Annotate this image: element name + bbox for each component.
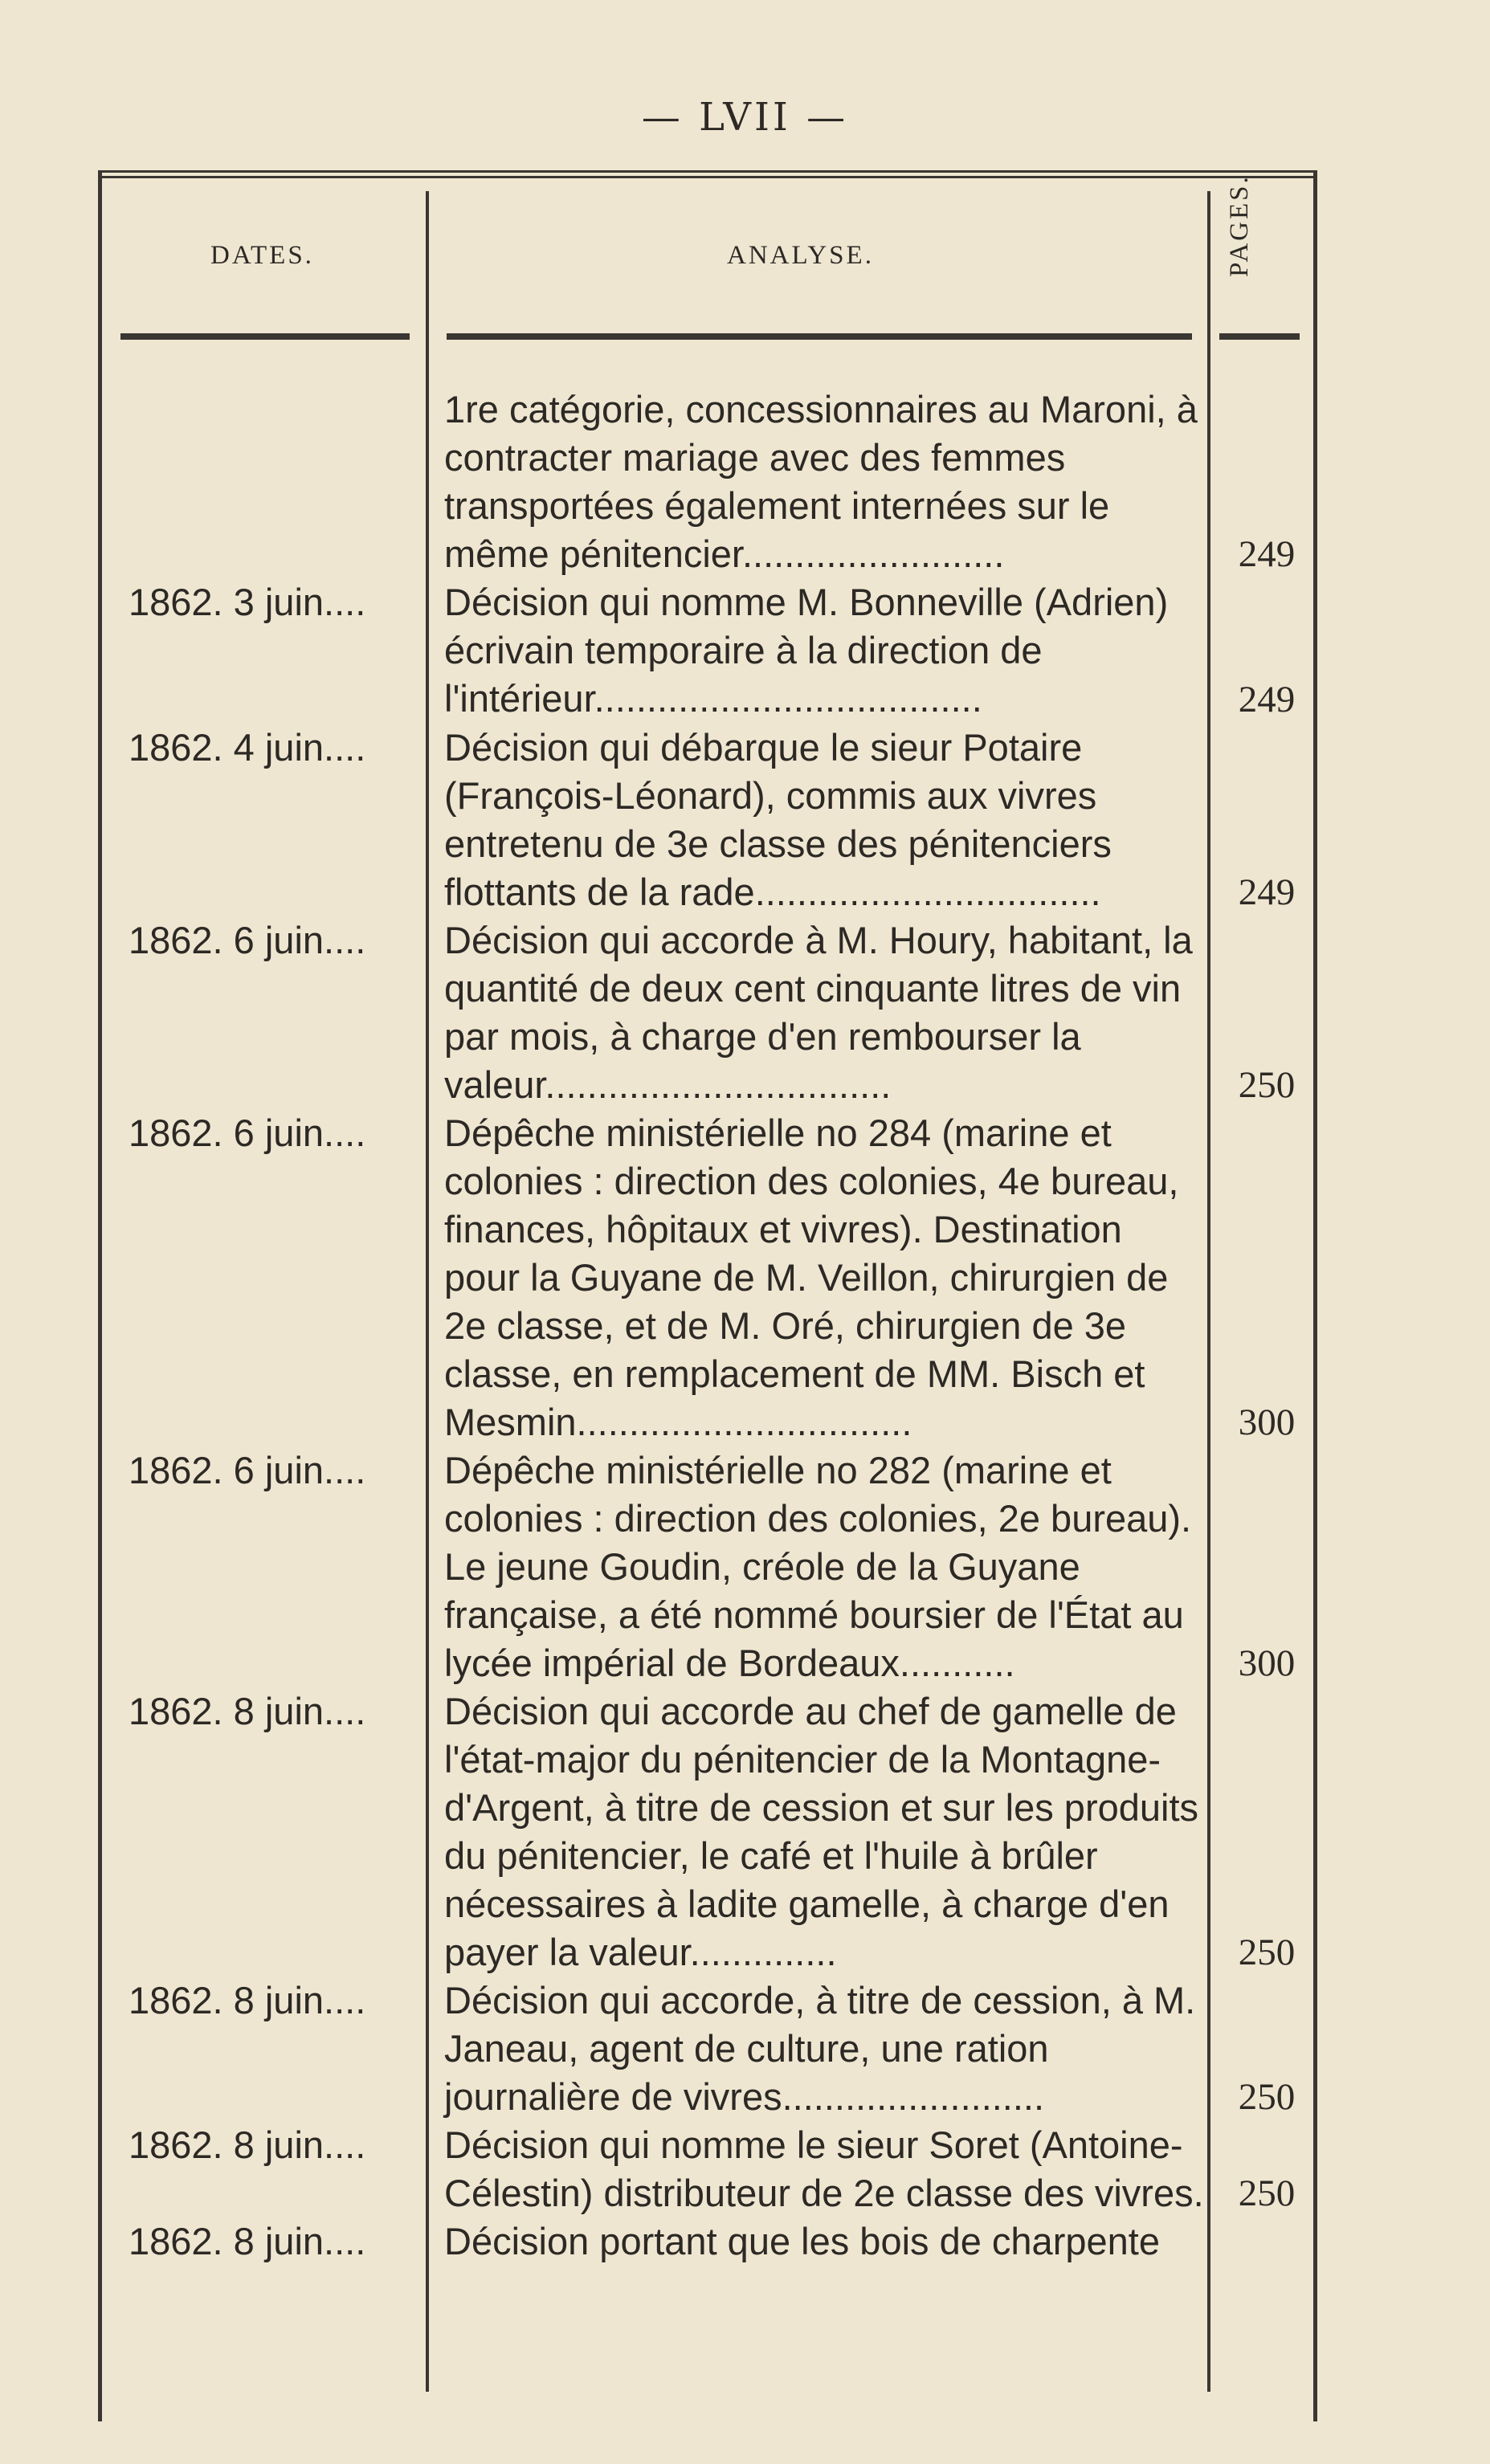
entry-date: 1862. 6 juin.... [129,1449,366,1491]
header-dates: DATES. [210,241,314,270]
entry-page: 250 [1238,1064,1296,1106]
entry-text: Décision qui accorde, à titre de cession, à M. Janeau, agent de culture, une ration journalière de vivres......................... [444,1979,1196,2118]
header-analyse: ANALYSE. [727,241,874,270]
table-row [0,724,1490,916]
entry-page: 249 [1238,533,1296,575]
header-rule-pages [1219,333,1300,340]
entry-date: 1862. 8 juin.... [129,1979,366,2021]
page-folio: — LVII — [641,95,849,140]
entry-date: 1862. 8 juin.... [129,2123,366,2166]
table-row [0,916,1490,1109]
entry-page: 300 [1238,1642,1296,1684]
table-row [0,1109,1490,1446]
entry-page: 250 [1238,1932,1296,1973]
entry-page: 300 [1238,1401,1296,1443]
entry-date: 1862. 8 juin.... [129,1690,366,1732]
entry-text: Décision qui accorde au chef de gamelle de l'état-major du pénitencier de la Montagne-d'Argent, à titre de cession et sur les produits du pénitencier, le café et l'huile à brûler nécessaires à ladite gamelle, à charge d'en payer la valeur.............. [444,1690,1199,1973]
entry-date: 1862. 6 juin.... [129,1112,366,1154]
entry-page: 249 [1238,679,1296,720]
entry-page: 250 [1238,2076,1296,2118]
entry-text: Décision qui nomme le sieur Soret (Antoine-Célestin) distributeur de 2e classe des vivres. [444,2123,1204,2214]
entry-text: 1re catégorie, concessionnaires au Maroni, à contracter mariage avec des femmes transportées également internées sur le même pénitencier......................... [444,388,1198,575]
entry-text: Dépêche ministérielle no 282 (marine et colonies : direction des colonies, 2e bureau). Le jeune Goudin, créole de la Guyane française, a été nommé boursier de l'État au lycée impérial de Bordeaux........... [444,1449,1192,1684]
table-row [0,1687,1490,1977]
table-row [0,578,1490,724]
entry-date: 1862. 6 juin.... [129,919,366,961]
table-row [0,1977,1490,2121]
table-row [0,1446,1490,1687]
entry-text: Dépêche ministérielle no 284 (marine et colonies : direction des colonies, 4e bureau, finances, hôpitaux et vivres). Destination pour la Guyane de M. Veillon, chirurgien de 2e classe, et de M. Oré, chirurgien de 3e classe, en remplacement de MM. Bisch et Mesmin................................ [444,1112,1179,1443]
entry-text: Décision portant que les bois de charpente [444,2220,1160,2262]
entry-text: Décision qui accorde à M. Houry, habitant, la quantité de deux cent cinquante litres de vin par mois, à charge d'en rembourser la valeur................................. [444,919,1193,1106]
table-row [0,2121,1490,2217]
header-rule-analyse [447,333,1192,340]
table-row [0,2217,1490,2274]
entry-text: Décision qui nomme M. Bonneville (Adrien) écrivain temporaire à la direction de l'intérieur..................................... [444,581,1169,720]
table-row [0,386,1490,578]
header-rule-dates [120,333,410,340]
entry-date: 1862. 8 juin.... [129,2220,366,2262]
table-body [0,386,1490,2274]
entry-page: 249 [1238,871,1296,913]
entry-date: 1862. 3 juin.... [129,581,366,623]
entry-date: 1862. 4 juin.... [129,726,366,769]
entry-text: Décision qui débarque le sieur Potaire (François-Léonard), commis aux vivres entretenu de 3e classe des pénitenciers flottants de la rade................................. [444,726,1112,913]
header-pages: PAGES. [1225,174,1254,277]
entry-page: 250 [1238,2172,1296,2214]
